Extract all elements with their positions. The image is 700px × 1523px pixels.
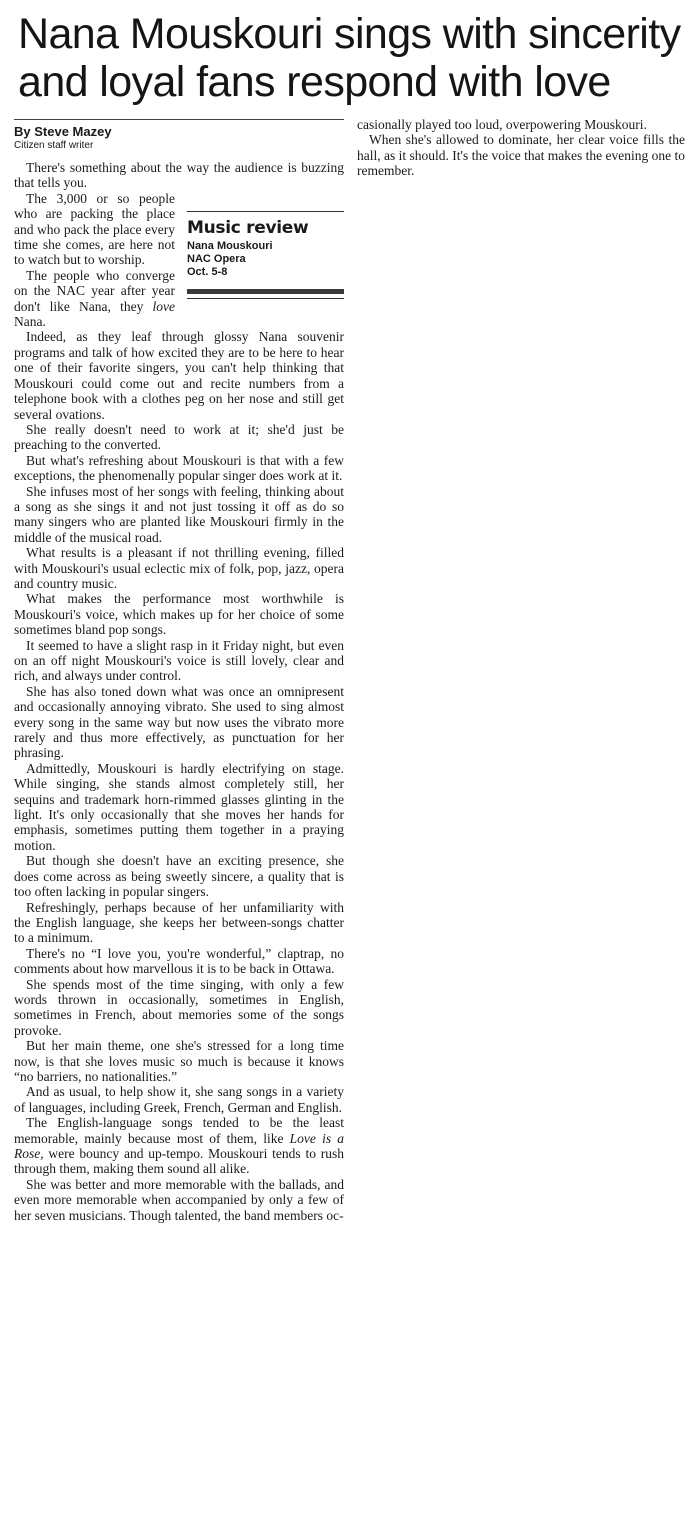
paragraph: She infuses most of her songs with feeling, thinking about a song as she sings it and not just tossing it off as do so many singers who are planted like Mouskouri firmly in the middle of the musical road. bbox=[14, 483, 344, 545]
paragraph: What results is a pleasant if not thrilling evening, filled with Mouskouri's usual eclectic mix of folk, pop, jazz, opera and country music. bbox=[14, 545, 344, 591]
paragraph: Admittedly, Mouskouri is hardly electrifying on stage. While singing, she stands almost completely still, her sequins and trademark horn-rimmed glasses glinting in the light. It's only occasionally that she moves her hands for emphasis, sometimes putting them together in a praying motion. bbox=[14, 760, 344, 853]
paragraph: The 3,000 or so people who are packing the place and who pack the place every time she comes, are here not to watch but to worship. bbox=[14, 190, 175, 268]
byline-role: Citizen staff writer bbox=[14, 140, 94, 151]
text-run: Nana. bbox=[14, 314, 46, 330]
box-bar bbox=[187, 289, 344, 294]
box-dates: Oct. 5-8 bbox=[187, 265, 228, 278]
text-run: The people who converge on the NAC year after year don't like Nana, they bbox=[14, 267, 175, 314]
paragraph: casionally played too loud, overpowering Mouskouri. bbox=[357, 117, 647, 132]
music-review-box bbox=[187, 211, 344, 299]
article-column-1 bbox=[14, 160, 344, 1223]
song-title: Love is a Rose bbox=[14, 1130, 344, 1161]
byline bbox=[14, 124, 344, 152]
emphasis: love bbox=[152, 298, 175, 314]
box-venue: NAC Opera bbox=[187, 252, 246, 265]
paragraph: But her main theme, one she's stressed for a long time now, is that she loves music so much is because it knows “no barriers, no nationalities.” bbox=[14, 1038, 344, 1084]
paragraph: But though she doesn't have an exciting presence, she does come across as being sweetly sincere, a quality that is too often lacking in popular singers. bbox=[14, 853, 344, 900]
article-column-2 bbox=[357, 117, 685, 179]
paragraph: And as usual, to help show it, she sang songs in a variety of languages, including Greek, French, German and English. bbox=[14, 1084, 344, 1115]
paragraph: Refreshingly, perhaps because of her unfamiliarity with the English language, she keeps her between-songs chatter to a minimum. bbox=[14, 899, 344, 946]
box-rule bbox=[187, 211, 344, 212]
byline-rule bbox=[14, 119, 344, 120]
headline-line-1: Nana Mouskouri sings with sincerity bbox=[18, 10, 681, 58]
box-rule-bottom bbox=[187, 298, 344, 299]
paragraph: She really doesn't need to work at it; she'd just be preaching to the converted. bbox=[14, 421, 344, 453]
paragraph: There's no “I love you, you're wonderful,” claptrap, no comments about how marvellous it is to be back in Ottawa. bbox=[14, 945, 344, 977]
box-title: Music review bbox=[187, 217, 309, 238]
paragraph bbox=[14, 1115, 344, 1177]
paragraph: What makes the performance most worthwhile is Mouskouri's voice, which makes up for her choice of some sometimes bland pop songs. bbox=[14, 591, 344, 638]
byline-name: By Steve Mazey bbox=[14, 124, 112, 139]
headline-line-2: and loyal fans respond with love bbox=[18, 58, 611, 106]
paragraph: There's something about the way the audience is buzzing that tells you. bbox=[14, 160, 344, 191]
paragraph: Indeed, as they leaf through glossy Nana souvenir programs and talk of how excited they are to be here to hear one of their favorite singers, you can't help thinking that Mouskouri could come out and recite numbers from a telephone book with a clothes peg on her nose and still get several ovations. bbox=[14, 329, 344, 422]
paragraph: She spends most of the time singing, with only a few words thrown in occasionally, sometimes in English, sometimes in French, about memories some of the songs provoke. bbox=[14, 976, 344, 1038]
paragraph: She has also toned down what was once an omnipresent and occasionally annoying vibrato. She used to sing almost every song in the same way but now uses the vibrato more rarely and thus more effectively, as punctuation for her phrasing. bbox=[14, 683, 344, 761]
box-artist: Nana Mouskouri bbox=[187, 239, 273, 252]
paragraph: It seemed to have a slight rasp in it Friday night, but even on an off night Mouskouri's voice is still lovely, clear and rich, and always under control. bbox=[14, 637, 344, 684]
paragraph: But what's refreshing about Mouskouri is that with a few exceptions, the phenomenally popular singer does work at it. bbox=[14, 452, 344, 484]
headline bbox=[18, 10, 688, 106]
text-run: , were bouncy and up-tempo. Mouskouri tends to rush through them, making them sound all alike. bbox=[14, 1146, 344, 1177]
paragraph: She was better and more memorable with the ballads, and even more memorable when accompanied by only a few of her seven musicians. Though talented, the band members oc- bbox=[14, 1176, 344, 1223]
text-run: The English-language songs tended to be the least memorable, mainly because most of them, like bbox=[14, 1115, 344, 1146]
paragraph: When she's allowed to dominate, her clear voice fills the hall, as it should. It's the voice that makes the evening one to remember. bbox=[357, 132, 685, 179]
